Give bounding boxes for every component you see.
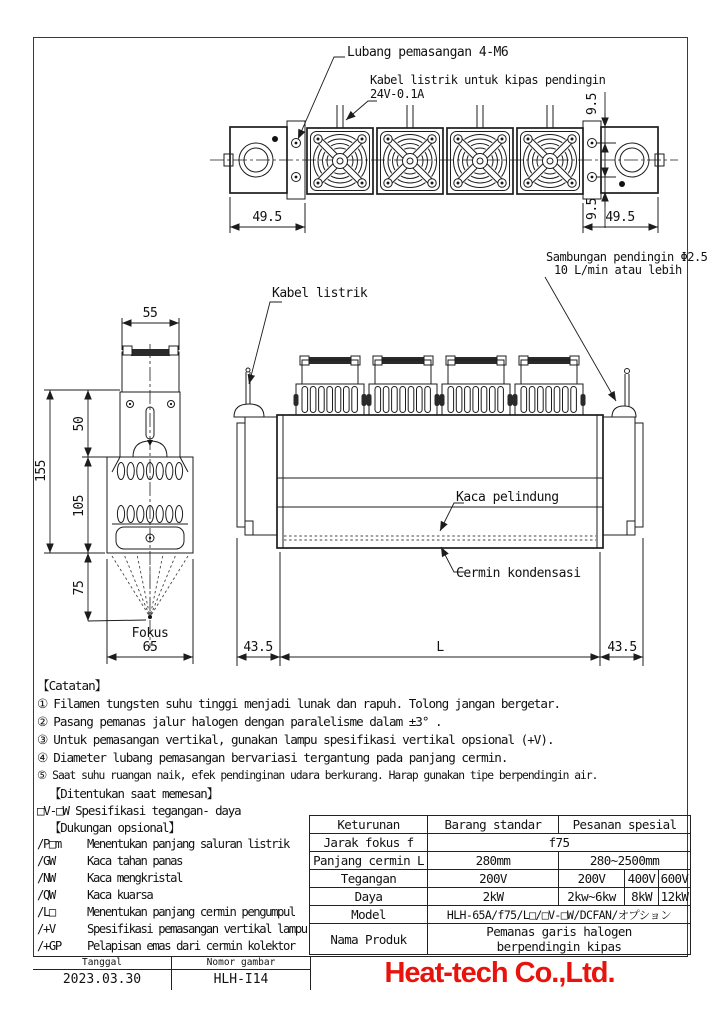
dim-50: 50 — [72, 416, 87, 432]
spec-focal-value: f75 — [428, 834, 691, 852]
spec-power-special-1: 2kw~6kw — [559, 888, 625, 906]
option-item-3: /NW Kaca mengkristal — [37, 871, 182, 885]
top-view — [210, 45, 678, 233]
company-logo: Heat-tech Co.,Ltd. — [384, 957, 615, 989]
drawing-number-label: Nomor gambar — [172, 957, 310, 970]
option-item-7: /+GP Pelapisan emas dari cermin kolektor — [37, 939, 295, 953]
coolant-flow-label: 10 L/min atau lebih — [554, 263, 682, 277]
date-block — [33, 957, 172, 990]
leader-power-cable — [249, 302, 282, 384]
spec-header-special: Pesanan spesial — [559, 816, 691, 834]
order-spec-title: 【Ditentukan saat memesan】 — [49, 786, 218, 801]
notes-title: 【Catatan】 — [37, 678, 107, 693]
coolant-fitting — [612, 406, 636, 417]
notes-section — [37, 677, 597, 785]
note-item-1: ① Filamen tungsten suhu tinggi menjadi lunak dan rapuh. Tolong jangan bergetar. — [37, 696, 561, 711]
spec-focal-label: Jarak fokus f — [310, 834, 428, 852]
option-item-2: /GW Kaca tahan panas — [37, 854, 182, 868]
drawing-number-block — [172, 957, 311, 990]
fan-cable-rating-label: 24V-0.1A — [370, 87, 424, 101]
option-item-4: /QW Kaca kuarsa — [37, 888, 153, 902]
optional-support-title: 【Dukungan opsional】 — [49, 820, 180, 835]
dim-49-5-right: 49.5 — [605, 210, 635, 225]
voltage-power-spec: □V-□W Spesifikasi tegangan- daya — [37, 803, 241, 818]
spec-header-series: Keturunan — [310, 816, 428, 834]
spec-product-value: Pemanas garis halogen berpendingin kipas — [428, 924, 691, 955]
spec-mirror-standard: 280mm — [428, 852, 559, 870]
date-label: Tanggal — [33, 957, 171, 970]
spec-model-value: HLH-65A/f75/L□/□V-□W/DCFAN/オプション — [428, 906, 691, 924]
condensing-mirror-label: Cermin kondensasi — [456, 566, 581, 581]
spec-voltage-label: Tegangan — [310, 870, 428, 888]
spec-product-label: Nama Produk — [310, 924, 428, 955]
side-view — [34, 306, 193, 664]
option-item-6: /+V Spesifikasi pemasangan vertikal lampu — [37, 922, 307, 936]
spec-power-standard: 2kW — [428, 888, 559, 906]
protective-glass-label: Kaca pelindung — [456, 490, 559, 505]
coolant-label: Sambungan pendingin Φ2.5 — [546, 250, 708, 264]
set-screw — [272, 136, 278, 142]
ordering-section — [37, 785, 307, 955]
date-value: 2023.03.30 — [62, 972, 142, 987]
dim-43-5-left: 43.5 — [243, 640, 273, 655]
spec-power-special-2: 8kW — [625, 888, 659, 906]
dim-43-5-right: 43.5 — [607, 640, 637, 655]
fan-cable-label: Kabel listrik untuk kipas pendingin — [370, 73, 606, 87]
dim-75: 75 — [72, 580, 87, 596]
spec-table — [309, 815, 691, 955]
set-screw — [619, 181, 625, 187]
focus-point — [148, 615, 152, 619]
dim-9-5-bottom: 9.5 — [585, 198, 600, 220]
dim-55: 55 — [142, 306, 158, 321]
front-view — [234, 250, 708, 666]
fan-cables — [337, 105, 553, 128]
dim-65: 65 — [142, 640, 158, 655]
option-item-5: /L□ Menentukan panjang cermin pengumpul — [37, 905, 295, 919]
leader-coolant — [545, 277, 616, 401]
mounting-hole-label: Lubang pemasangan 4-M6 — [347, 45, 509, 60]
spec-mirror-label: Panjang cermin L — [310, 852, 428, 870]
dim-49-5-left: 49.5 — [252, 210, 282, 225]
spec-mirror-special: 280~2500mm — [559, 852, 691, 870]
spec-header-standard: Barang standar — [428, 816, 559, 834]
spec-voltage-special-1: 200V — [559, 870, 625, 888]
dim-155: 155 — [34, 460, 49, 482]
spec-voltage-standard: 200V — [428, 870, 559, 888]
note-item-2: ② Pasang pemanas jalur halogen dengan paralelisme dalam ±3° . — [37, 714, 442, 729]
spec-power-label: Daya — [310, 888, 428, 906]
option-item-1: /P□m Menentukan panjang saluran listrik — [37, 837, 289, 851]
company-logo-cell — [311, 957, 688, 990]
dim-9-5-top: 9.5 — [585, 93, 600, 115]
dim-mirror-length: L — [436, 640, 444, 655]
leader-fan-cable — [346, 101, 377, 120]
spec-power-special-3: 12kW — [659, 888, 691, 906]
spec-voltage-special-3: 600V — [659, 870, 691, 888]
title-block — [33, 956, 688, 990]
power-cable-label: Kabel listrik — [272, 286, 368, 301]
note-item-4: ④ Diameter lubang pemasangan bervariasi tergantung pada panjang cermin. — [37, 750, 508, 765]
cable-gland — [234, 404, 264, 417]
note-item-3: ③ Untuk pemasangan vertikal, gunakan lampu spesifikasi vertikal opsional (+V). — [37, 732, 554, 747]
spec-voltage-special-2: 400V — [625, 870, 659, 888]
drawing-number-value: HLH-I14 — [213, 972, 269, 987]
focus-label: Fokus — [131, 626, 169, 641]
spec-model-label: Model — [310, 906, 428, 924]
dim-105: 105 — [72, 495, 87, 517]
note-item-5: ⑤ Saat suhu ruangan naik, efek pendinginan udara berkurang. Harap gunakan tipe berpendingin air. — [37, 769, 598, 782]
